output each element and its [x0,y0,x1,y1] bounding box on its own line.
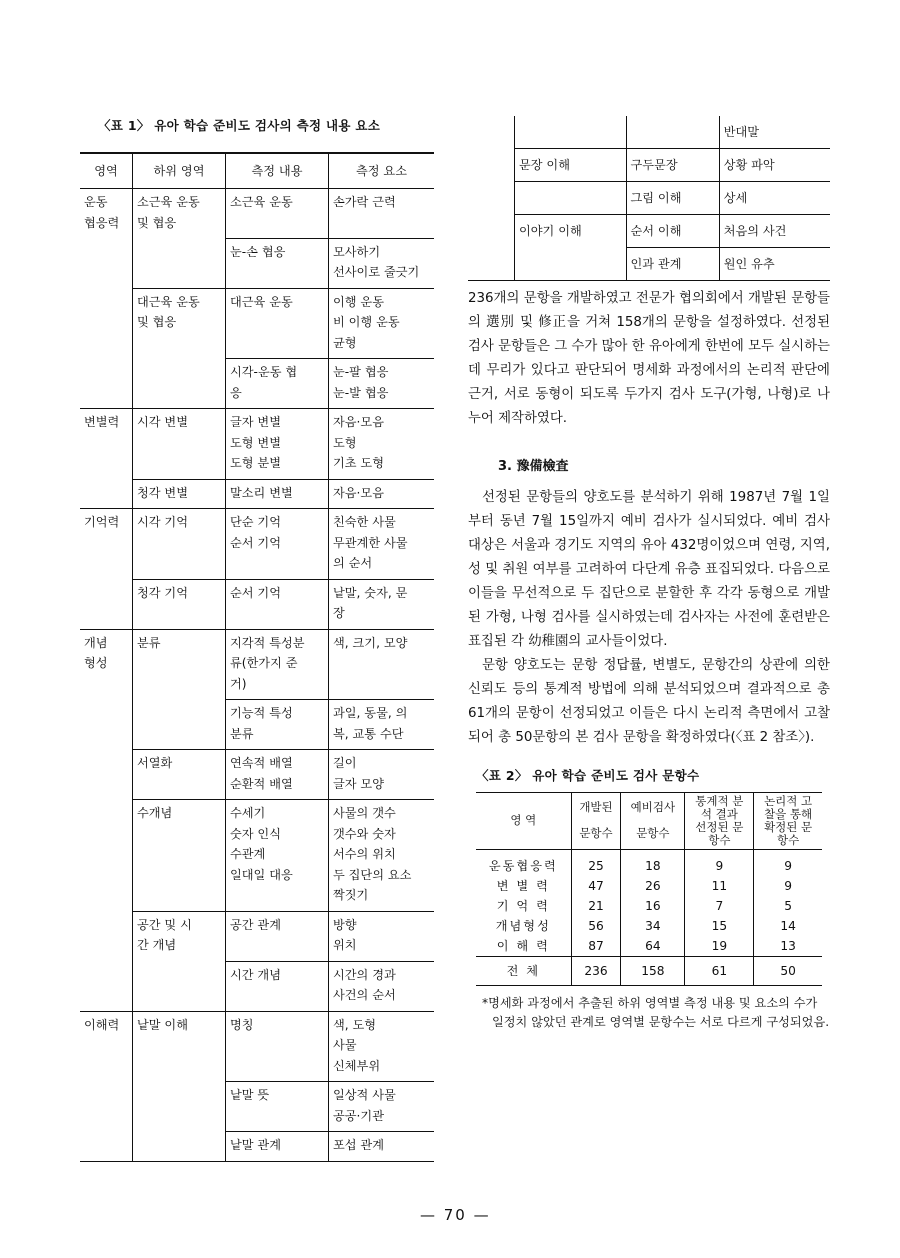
table-cell: 15 [685,916,754,936]
table-cell: 운동 협응력 [80,189,133,239]
table-row [468,181,830,214]
table-cell: 26 [621,876,685,896]
table-cell [133,1132,226,1162]
table-cell: 50 [754,956,822,985]
paragraph: 236개의 문항을 개발하였고 전문가 협의회에서 개발된 문항들의 選別 및 修正을 거쳐 158개의 문항을 설정하였다. 선정된 검사 문항들은 그 수가 많아 한 유아에게 한번에 모두 실시하는 데 무리가 있다고 판단되어 명세화 과정에서의 논리적 판단에 근거, 서로 동형이 되도록 두가지 검사 도구(가형, 나형)로 나누어 제작하였다. [468,290,830,426]
table-cell: 반대말 [719,116,830,148]
table-cell: 개념 형성 [80,629,133,700]
table-cell: 색, 도형 사물 신체부위 [329,1011,435,1082]
table-cell: 시간의 경과 사건의 순서 [329,961,435,1011]
right-column [468,116,830,1032]
table-row [80,288,434,359]
table2 [476,792,822,986]
table-cell [515,116,627,148]
table-row [80,359,434,409]
table-cell: 7 [685,896,754,916]
table-cell: 자음·모음 도형 기초 도형 [329,409,435,480]
table-cell: 상세 [719,181,830,214]
left-column [80,116,434,1162]
header-cell: 영역 [80,153,133,189]
table-cell: 대근육 운동 및 협응 [133,288,226,359]
table-cell: 연속적 배열 순환적 배열 [226,750,329,800]
table-cell: 수개념 [133,800,226,912]
table-cell: 지각적 특성분 류(한가지 준 거) [226,629,329,700]
table-row [80,1132,434,1162]
table-cell [80,700,133,750]
table-row [468,214,830,247]
header-cell: 개발된 문항수 [571,792,621,849]
table-row [80,579,434,629]
table-cell: 기능적 특성 분류 [226,700,329,750]
table-total-row [476,956,822,985]
table-cell: 236 [571,956,621,985]
table-cell: 자음·모음 [329,479,435,509]
table-cell [80,911,133,961]
table-cell: 처음의 사건 [719,214,830,247]
table-cell: 수세기 숫자 인식 수관계 일대일 대응 [226,800,329,912]
header-cell: 통계적 분 석 결과 선정된 문 항수 [685,792,754,849]
table-row [476,849,822,876]
table-cell: 64 [621,936,685,957]
table-cell: 색, 크기, 모양 [329,629,435,700]
table-row [80,700,434,750]
table-cell: 5 [754,896,822,916]
header-cell: 하위 영역 [133,153,226,189]
table-cell [80,479,133,509]
table-cell: 낱말 관계 [226,1132,329,1162]
table2-caption: 〈표 2〉 유아 학습 준비도 검사 문항수 [476,767,700,783]
table-cell: 9 [754,876,822,896]
table-cell: 56 [571,916,621,936]
table-cell: 기억력 [80,509,133,580]
table-cell: 61 [685,956,754,985]
table-cell: 명칭 [226,1011,329,1082]
table-cell: 이야기 이해 [515,214,627,247]
table-cell: 19 [685,936,754,957]
table1-caption: 〈표 1〉 유아 학습 준비도 검사의 측정 내용 요소 [98,118,381,133]
header-cell: 측정 내용 [226,153,329,189]
table2-header-row [476,792,822,849]
table-cell [133,359,226,409]
table-cell: 운동협응력 [488,859,558,873]
table-cell: 9 [685,849,754,876]
table-cell: 이 해 력 [496,939,550,953]
table-cell [133,1082,226,1132]
table-cell: 낱말, 숫자, 문 장 [329,579,435,629]
table-cell: 16 [621,896,685,916]
table-cell [133,700,226,750]
table-cell [80,1082,133,1132]
table-row [80,1082,434,1132]
table-cell: 시간 개념 [226,961,329,1011]
table-cell [515,181,627,214]
table-cell: 손가락 근력 [329,189,435,239]
table-cell: 청각 변별 [133,479,226,509]
table-cell: 21 [571,896,621,916]
table-cell: 소근육 운동 [226,189,329,239]
table-cell: 단순 기억 순서 기억 [226,509,329,580]
table-row [80,911,434,961]
table-cell: 소근육 운동 및 협응 [133,189,226,239]
table-cell: 공간 관계 [226,911,329,961]
table-row [468,148,830,181]
table-cell: 11 [685,876,754,896]
table-cell: 원인 유추 [719,247,830,280]
table-cell: 개념형성 [495,919,551,933]
table-cell: 이행 운동 비 이행 운동 균형 [329,288,435,359]
table-cell: 전 체 [476,956,571,985]
table1 [80,152,434,1162]
table-cell [468,116,515,148]
table-cell: 47 [571,876,621,896]
table-cell: 이해력 [80,1011,133,1082]
table-cell: 변 별 력 [496,879,550,893]
table-cell [626,116,719,148]
table-cell: 과일, 동물, 의 복, 교통 수단 [329,700,435,750]
paragraph: 문항 양호도는 문항 정답률, 변별도, 문항간의 상관에 의한 신뢰도 등의 통계적 방법에 의해 분석되었으며 결과적으로 총 61개의 문항이 선정되었고 이들은 다시 논리적 측면에서 고찰되어 총 50문항의 본 검사 문항을 확정하였다(〈표 2 참조〉). [468,657,830,745]
table-cell: 눈-손 협응 [226,238,329,288]
table-cell: 분류 [133,629,226,700]
table-cell: 9 [754,849,822,876]
table-cell: 18 [621,849,685,876]
table-cell: 구두문장 [626,148,719,181]
table-cell [133,238,226,288]
table-cell: 변별력 [80,409,133,480]
table-cell: 방향 위치 [329,911,435,961]
table-cell: 문장 이해 [515,148,627,181]
header-cell: 논리적 고 찰을 통해 확정된 문 항수 [754,792,822,849]
section-title: 3. 豫備檢査 [498,458,569,474]
table-row [476,936,822,957]
table-row [80,409,434,480]
header-cell: 예비검사 문항수 [621,792,685,849]
table-cell [468,181,515,214]
table-cell: 일상적 사물 공공·기관 [329,1082,435,1132]
table-cell: 낱말 뜻 [226,1082,329,1132]
table-cell: 길이 글자 모양 [329,750,435,800]
table-cell: 시각 기억 [133,509,226,580]
table-cell: 공간 및 시 간 개념 [133,911,226,961]
table-row [476,916,822,936]
table-cell [133,961,226,1011]
table-cell [80,750,133,800]
table-cell [80,238,133,288]
table-row [80,750,434,800]
table-cell: 34 [621,916,685,936]
table-cell: 대근육 운동 [226,288,329,359]
table-cell [515,247,627,280]
body-text-1 [468,287,830,431]
table-cell: 시각 변별 [133,409,226,480]
table-row [476,896,822,916]
table-cell: 사물의 갯수 갯수와 숫자 서수의 위치 두 집단의 요소 짝짓기 [329,800,435,912]
table-cell: 87 [571,936,621,957]
table-row [80,509,434,580]
table-row [80,961,434,1011]
table-cell: 기 억 력 [496,899,550,913]
table-cell: 158 [621,956,685,985]
table-cell [468,214,515,247]
paragraph: 선정된 문항들의 양호도를 분석하기 위해 1987년 7월 1일부터 동년 7월 15일까지 예비 검사가 실시되었다. 예비 검사 대상은 서울과 경기도 지역의 유아 432명이었으며 연령, 지역, 성 및 취원 여부를 고려하여 다단계 유층 표집되었다. 다음으로 이들을 무선적으로 두 집단으로 분할한 후 각각 동형으로 개발된 가형, 나형 검사를 실시하였는데 검사자는 사전에 훈련받은 표집된 각 幼稚園의 교사들이었다. [468,489,830,649]
body-text-2 [468,486,830,750]
table1-continued [468,116,830,281]
table-row [80,189,434,239]
table-cell [80,961,133,1011]
table-row [80,800,434,912]
table-row [80,238,434,288]
table-cell: 순서 기억 [226,579,329,629]
table-cell: 순서 이해 [626,214,719,247]
table-row [468,116,830,148]
table-cell [80,1132,133,1162]
table-cell: 서열화 [133,750,226,800]
table-cell [80,800,133,912]
table-row [468,247,830,280]
table1-header-row [80,153,434,189]
page-number: — 70 — [420,1206,491,1224]
header-cell: 측정 요소 [329,153,435,189]
table-cell: 25 [571,849,621,876]
table-cell: 친숙한 사물 무관계한 사물 의 순서 [329,509,435,580]
table-row [80,1011,434,1082]
table-cell [80,579,133,629]
table-cell: 눈-팔 협응 눈-발 협응 [329,359,435,409]
table-cell: 말소리 변별 [226,479,329,509]
table-cell: 글자 변별 도형 변별 도형 분별 [226,409,329,480]
table-cell: 인과 관계 [626,247,719,280]
table-cell [468,148,515,181]
table-cell: 낱말 이해 [133,1011,226,1082]
table-cell [80,359,133,409]
table-cell: 14 [754,916,822,936]
table-cell [80,288,133,359]
table-row [476,876,822,896]
table-cell: 그림 이해 [626,181,719,214]
table-cell: 13 [754,936,822,957]
header-cell: 영 역 [476,792,571,849]
table-cell: 포섭 관계 [329,1132,435,1162]
table-cell [468,247,515,280]
table-cell: 청각 기억 [133,579,226,629]
table-cell: 시각-운동 협 응 [226,359,329,409]
footnote: *명세화 과정에서 추출된 하위 영역별 측정 내용 및 요소의 수가 일정치 않았던 관계로 영역별 문항수는 서로 다르게 구성되었음. [482,995,830,1029]
table-cell: 모사하기 선사이로 줄긋기 [329,238,435,288]
table-row [80,479,434,509]
table-row [80,629,434,700]
table-cell: 상황 파악 [719,148,830,181]
